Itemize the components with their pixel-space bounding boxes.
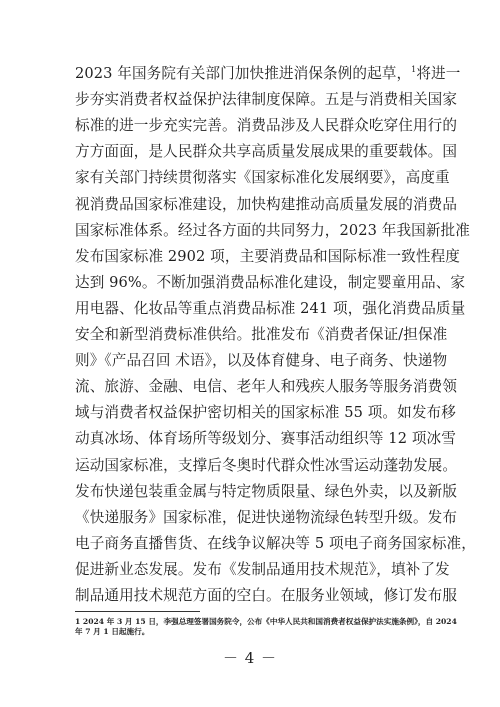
- body-line-14: 域与消费者权益保护密切相关的国家标准 55 项。如发布移: [75, 404, 456, 422]
- body-line-21: 制品通用技术规范方面的空白。在服务业领域，修订发布服: [75, 587, 458, 604]
- body-line-20: 促进新业态发展。发布《发制品通用技术规范》，填补了发: [75, 560, 450, 578]
- footnote-line-1: 1 2024 年 3 月 15 日，李强总理签署国务院令，公布《中华人民共和国消费者权益保护法实施条例》，自 2024: [75, 617, 457, 626]
- body-line-11: 安全和新型消费标准供给。批准发布《消费者保证/担保准: [75, 326, 448, 343]
- body-line-3: 标准的进一步充实完善。消费品涉及人民群众吃穿住用行的: [75, 117, 458, 135]
- body-line-5: 家有关部门持续贯彻落实《国家标准化发展纲要》，高度重: [75, 169, 450, 187]
- body-line-17: 发布快递包装重金属与特定物质限量、绿色外卖，以及新版: [75, 482, 458, 500]
- body-line-2: 步夯实消费者权益保护法律制度保障。五是与消费相关国家: [75, 91, 458, 109]
- footnote-divider: [75, 611, 200, 612]
- body-line-18: 《快递服务》国家标准，促进快递物流绿色转型升级。发布: [75, 508, 458, 526]
- body-line-6: 视消费品国家标准建设，加快构建推动高质量发展的消费品: [75, 195, 458, 213]
- body-line-12: 则》《产品召回 术语》，以及体育健身、电子商务、快递物: [75, 352, 448, 370]
- body-line-7: 国家标准体系。经过各方面的共同努力，2023 年我国新批准: [75, 221, 470, 239]
- footnote-ref[interactable]: 1: [411, 65, 417, 75]
- body-line-9: 达到 96%。不断加强消费品标准化建设，制定婴童用品、家: [75, 273, 466, 291]
- body-line-1-text: 2023 年国务院有关部门加快推进消保条例的起草，: [75, 65, 412, 82]
- body-line-4: 方方面面，是人民群众共享高质量发展成果的重要载体。国: [75, 143, 458, 161]
- body-line-16: 运动国家标准，支撑后冬奥时代群众性冰雪运动蓬勃发展。: [75, 456, 458, 474]
- footnote-line-2: 年 7 月 1 日起施行。: [75, 627, 150, 636]
- body-line-15: 动真冰场、体育场所等级划分、赛事活动组织等 12 项冰雪: [75, 430, 456, 448]
- body-line-13: 流、旅游、金融、电信、老年人和残疾人服务等服务消费领: [75, 378, 458, 396]
- body-line-19: 电子商务直播售货、在线争议解决等 5 项电子商务国家标准，: [75, 534, 476, 552]
- body-line-8: 发布国家标准 2902 项，主要消费品和国际标准一致性程度: [75, 247, 460, 265]
- body-line-1: [75, 65, 461, 83]
- body-line-1-tail: 将进一: [416, 65, 461, 82]
- page-number: － 4 －: [222, 649, 278, 667]
- body-line-10: 用电器、化妆品等重点消费品标准 241 项，强化消费品质量: [75, 299, 466, 317]
